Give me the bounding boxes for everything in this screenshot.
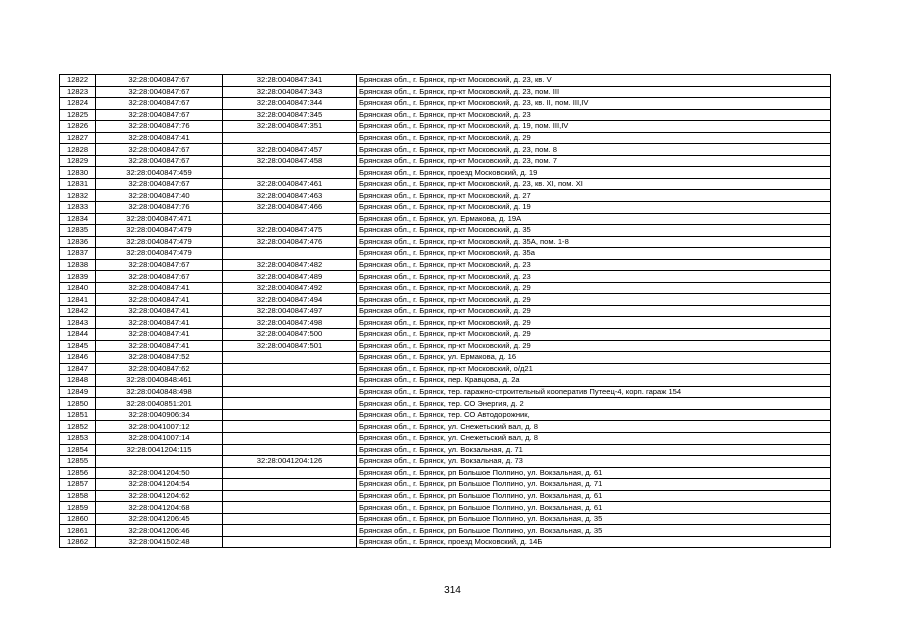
row-number-cell: 12846 (60, 352, 96, 364)
parcel-number-cell: 32:28:0040847:67 (96, 109, 223, 121)
table-row (60, 271, 831, 283)
row-number-cell: 12824 (60, 98, 96, 110)
row-number-cell: 12840 (60, 282, 96, 294)
row-number-cell: 12830 (60, 167, 96, 179)
parcel-number-cell: 32:28:0040847:67 (96, 259, 223, 271)
row-number-cell: 12837 (60, 248, 96, 260)
object-number-cell: 32:28:0040847:344 (223, 98, 357, 110)
row-number-cell: 12847 (60, 363, 96, 375)
address-cell: Брянская обл., г. Брянск, ул. Вокзальная, д. 71 (357, 444, 831, 456)
address-cell: Брянская обл., г. Брянск, ул. Ермакова, д. 19А (357, 213, 831, 225)
object-number-cell (223, 132, 357, 144)
table-row (60, 421, 831, 433)
row-number-cell: 12854 (60, 444, 96, 456)
address-cell: Брянская обл., г. Брянск, тер. гаражно-строительный кооператив Путеец-4, корп. гараж 154 (357, 386, 831, 398)
registry-table (59, 74, 831, 548)
table-row (60, 467, 831, 479)
parcel-number-cell: 32:28:0040851:201 (96, 398, 223, 410)
address-cell: Брянская обл., г. Брянск, пр-кт Московский, д. 23, пом. 7 (357, 155, 831, 167)
row-number-cell: 12861 (60, 525, 96, 537)
parcel-number-cell: 32:28:0041204:54 (96, 479, 223, 491)
parcel-number-cell: 32:28:0040847:41 (96, 282, 223, 294)
address-cell: Брянская обл., г. Брянск, пр-кт Московский, д. 35 (357, 225, 831, 237)
object-number-cell: 32:28:0040847:343 (223, 86, 357, 98)
address-cell: Брянская обл., г. Брянск, рп Большое Полпино, ул. Вокзальная, д. 71 (357, 479, 831, 491)
table-row (60, 444, 831, 456)
parcel-number-cell: 32:28:0040847:41 (96, 317, 223, 329)
row-number-cell: 12857 (60, 479, 96, 491)
object-number-cell: 32:28:0040847:476 (223, 236, 357, 248)
parcel-number-cell: 32:28:0040847:52 (96, 352, 223, 364)
address-cell: Брянская обл., г. Брянск, пр-кт Московский, о/д21 (357, 363, 831, 375)
address-cell: Брянская обл., г. Брянск, рп Большое Полпино, ул. Вокзальная, д. 61 (357, 490, 831, 502)
address-cell: Брянская обл., г. Брянск, рп Большое Полпино, ул. Вокзальная, д. 35 (357, 525, 831, 537)
row-number-cell: 12856 (60, 467, 96, 479)
table-row (60, 317, 831, 329)
parcel-number-cell: 32:28:0040847:62 (96, 363, 223, 375)
row-number-cell: 12853 (60, 432, 96, 444)
object-number-cell (223, 375, 357, 387)
row-number-cell: 12823 (60, 86, 96, 98)
object-number-cell (223, 386, 357, 398)
table-row (60, 132, 831, 144)
address-cell: Брянская обл., г. Брянск, пр-кт Московский, д. 23 (357, 259, 831, 271)
object-number-cell (223, 421, 357, 433)
table-row (60, 305, 831, 317)
address-cell: Брянская обл., г. Брянск, пр-кт Московский, д. 29 (357, 340, 831, 352)
parcel-number-cell: 32:28:0040848:461 (96, 375, 223, 387)
parcel-number-cell: 32:28:0040847:41 (96, 340, 223, 352)
parcel-number-cell: 32:28:0040848:498 (96, 386, 223, 398)
object-number-cell (223, 444, 357, 456)
address-cell: Брянская обл., г. Брянск, пр-кт Московский, д. 23 (357, 109, 831, 121)
row-number-cell: 12858 (60, 490, 96, 502)
object-number-cell (223, 525, 357, 537)
address-cell: Брянская обл., г. Брянск, пр-кт Московский, д. 27 (357, 190, 831, 202)
object-number-cell (223, 432, 357, 444)
object-number-cell (223, 479, 357, 491)
address-cell: Брянская обл., г. Брянск, пр-кт Московский, д. 35А, пом. 1-8 (357, 236, 831, 248)
object-number-cell: 32:28:0040847:466 (223, 202, 357, 214)
row-number-cell: 12848 (60, 375, 96, 387)
table-row (60, 86, 831, 98)
table-row (60, 409, 831, 421)
object-number-cell: 32:28:0040847:498 (223, 317, 357, 329)
object-number-cell: 32:28:0040847:492 (223, 282, 357, 294)
object-number-cell: 32:28:0040847:489 (223, 271, 357, 283)
parcel-number-cell: 32:28:0040847:67 (96, 155, 223, 167)
row-number-cell: 12845 (60, 340, 96, 352)
row-number-cell: 12834 (60, 213, 96, 225)
table-row (60, 329, 831, 341)
object-number-cell (223, 363, 357, 375)
address-cell: Брянская обл., г. Брянск, пр-кт Московский, д. 23 (357, 271, 831, 283)
address-cell: Брянская обл., г. Брянск, пр-кт Московский, д. 29 (357, 282, 831, 294)
table-row (60, 248, 831, 260)
address-cell: Брянская обл., г. Брянск, пр-кт Московский, д. 29 (357, 132, 831, 144)
table-row (60, 536, 831, 548)
row-number-cell: 12827 (60, 132, 96, 144)
address-cell: Брянская обл., г. Брянск, ул. Снежетьский вал, д. 8 (357, 432, 831, 444)
object-number-cell: 32:28:0040847:458 (223, 155, 357, 167)
object-number-cell: 32:28:0040847:351 (223, 121, 357, 133)
table-row (60, 479, 831, 491)
table-row (60, 155, 831, 167)
parcel-number-cell: 32:28:0041204:50 (96, 467, 223, 479)
table-row (60, 213, 831, 225)
object-number-cell: 32:28:0040847:475 (223, 225, 357, 237)
parcel-number-cell: 32:28:0041206:46 (96, 525, 223, 537)
table-row (60, 525, 831, 537)
address-cell: Брянская обл., г. Брянск, тер. СО Энергия, д. 2 (357, 398, 831, 410)
address-cell: Брянская обл., г. Брянск, пр-кт Московский, д. 35а (357, 248, 831, 260)
row-number-cell: 12844 (60, 329, 96, 341)
row-number-cell: 12841 (60, 294, 96, 306)
object-number-cell (223, 167, 357, 179)
parcel-number-cell: 32:28:0041007:12 (96, 421, 223, 433)
parcel-number-cell: 32:28:0040847:479 (96, 248, 223, 260)
table-row (60, 178, 831, 190)
parcel-number-cell: 32:28:0041206:45 (96, 513, 223, 525)
address-cell: Брянская обл., г. Брянск, пр-кт Московский, д. 29 (357, 305, 831, 317)
address-cell: Брянская обл., г. Брянск, пр-кт Московский, д. 29 (357, 294, 831, 306)
parcel-number-cell: 32:28:0040847:67 (96, 178, 223, 190)
row-number-cell: 12860 (60, 513, 96, 525)
parcel-number-cell: 32:28:0040847:67 (96, 144, 223, 156)
object-number-cell: 32:28:0040847:501 (223, 340, 357, 352)
row-number-cell: 12831 (60, 178, 96, 190)
object-number-cell (223, 536, 357, 548)
parcel-number-cell: 32:28:0040847:459 (96, 167, 223, 179)
object-number-cell: 32:28:0040847:497 (223, 305, 357, 317)
table-row (60, 109, 831, 121)
parcel-number-cell: 32:28:0040906:34 (96, 409, 223, 421)
row-number-cell: 12849 (60, 386, 96, 398)
object-number-cell (223, 502, 357, 514)
parcel-number-cell: 32:28:0040847:76 (96, 121, 223, 133)
address-cell: Брянская обл., г. Брянск, пр-кт Московский, д. 23, кв. II, пом. III,IV (357, 98, 831, 110)
parcel-number-cell: 32:28:0040847:67 (96, 271, 223, 283)
parcel-number-cell: 32:28:0041204:115 (96, 444, 223, 456)
object-number-cell (223, 352, 357, 364)
table-row (60, 282, 831, 294)
table-row (60, 144, 831, 156)
object-number-cell: 32:28:0041204:126 (223, 456, 357, 468)
object-number-cell (223, 398, 357, 410)
registry-table-body (60, 75, 831, 548)
address-cell: Брянская обл., г. Брянск, рп Большое Полпино, ул. Вокзальная, д. 61 (357, 467, 831, 479)
row-number-cell: 12836 (60, 236, 96, 248)
row-number-cell: 12835 (60, 225, 96, 237)
object-number-cell (223, 409, 357, 421)
address-cell: Брянская обл., г. Брянск, пр-кт Московский, д. 19 (357, 202, 831, 214)
row-number-cell: 12826 (60, 121, 96, 133)
parcel-number-cell: 32:28:0040847:471 (96, 213, 223, 225)
row-number-cell: 12825 (60, 109, 96, 121)
parcel-number-cell: 32:28:0040847:479 (96, 225, 223, 237)
row-number-cell: 12852 (60, 421, 96, 433)
table-row (60, 259, 831, 271)
address-cell: Брянская обл., г. Брянск, пр-кт Московский, д. 23, кв. V (357, 75, 831, 87)
page-number: 314 (444, 585, 461, 596)
table-row (60, 386, 831, 398)
address-cell: Брянская обл., г. Брянск, тер. СО Автодорожник, (357, 409, 831, 421)
table-row (60, 225, 831, 237)
object-number-cell (223, 248, 357, 260)
parcel-number-cell: 32:28:0040847:41 (96, 132, 223, 144)
address-cell: Брянская обл., г. Брянск, рп Большое Полпино, ул. Вокзальная, д. 61 (357, 502, 831, 514)
table-row (60, 375, 831, 387)
table-row (60, 340, 831, 352)
table-row (60, 513, 831, 525)
parcel-number-cell: 32:28:0041502:48 (96, 536, 223, 548)
table-row (60, 363, 831, 375)
parcel-number-cell: 32:28:0040847:67 (96, 86, 223, 98)
table-row (60, 502, 831, 514)
table-row (60, 202, 831, 214)
object-number-cell: 32:28:0040847:494 (223, 294, 357, 306)
object-number-cell (223, 467, 357, 479)
row-number-cell: 12832 (60, 190, 96, 202)
object-number-cell: 32:28:0040847:457 (223, 144, 357, 156)
parcel-number-cell: 32:28:0041204:62 (96, 490, 223, 502)
object-number-cell: 32:28:0040847:463 (223, 190, 357, 202)
object-number-cell: 32:28:0040847:482 (223, 259, 357, 271)
table-row (60, 294, 831, 306)
table-row (60, 75, 831, 87)
table-row (60, 456, 831, 468)
parcel-number-cell: 32:28:0040847:67 (96, 75, 223, 87)
address-cell: Брянская обл., г. Брянск, пр-кт Московский, д. 29 (357, 329, 831, 341)
parcel-number-cell: 32:28:0040847:40 (96, 190, 223, 202)
row-number-cell: 12829 (60, 155, 96, 167)
address-cell: Брянская обл., г. Брянск, ул. Вокзальная, д. 73 (357, 456, 831, 468)
object-number-cell: 32:28:0040847:341 (223, 75, 357, 87)
row-number-cell: 12838 (60, 259, 96, 271)
row-number-cell: 12855 (60, 456, 96, 468)
address-cell: Брянская обл., г. Брянск, проезд Московский, д. 14Б (357, 536, 831, 548)
address-cell: Брянская обл., г. Брянск, пер. Кравцова, д. 2а (357, 375, 831, 387)
parcel-number-cell: 32:28:0040847:76 (96, 202, 223, 214)
row-number-cell: 12842 (60, 305, 96, 317)
object-number-cell (223, 490, 357, 502)
table-row (60, 432, 831, 444)
table-row (60, 352, 831, 364)
parcel-number-cell: 32:28:0040847:41 (96, 305, 223, 317)
row-number-cell: 12828 (60, 144, 96, 156)
address-cell: Брянская обл., г. Брянск, ул. Снежетьский вал, д. 8 (357, 421, 831, 433)
parcel-number-cell: 32:28:0040847:41 (96, 329, 223, 341)
row-number-cell: 12833 (60, 202, 96, 214)
row-number-cell: 12859 (60, 502, 96, 514)
table-row (60, 98, 831, 110)
table-row (60, 121, 831, 133)
object-number-cell: 32:28:0040847:345 (223, 109, 357, 121)
object-number-cell (223, 513, 357, 525)
address-cell: Брянская обл., г. Брянск, проезд Московский, д. 19 (357, 167, 831, 179)
table-row (60, 398, 831, 410)
row-number-cell: 12851 (60, 409, 96, 421)
address-cell: Брянская обл., г. Брянск, пр-кт Московский, д. 23, кв. XI, пом. XI (357, 178, 831, 190)
row-number-cell: 12822 (60, 75, 96, 87)
row-number-cell: 12843 (60, 317, 96, 329)
parcel-number-cell: 32:28:0041007:14 (96, 432, 223, 444)
parcel-number-cell: 32:28:0040847:41 (96, 294, 223, 306)
object-number-cell (223, 213, 357, 225)
table-row (60, 236, 831, 248)
row-number-cell: 12839 (60, 271, 96, 283)
address-cell: Брянская обл., г. Брянск, рп Большое Полпино, ул. Вокзальная, д. 35 (357, 513, 831, 525)
row-number-cell: 12850 (60, 398, 96, 410)
address-cell: Брянская обл., г. Брянск, ул. Ермакова, д. 16 (357, 352, 831, 364)
address-cell: Брянская обл., г. Брянск, пр-кт Московский, д. 29 (357, 317, 831, 329)
object-number-cell: 32:28:0040847:461 (223, 178, 357, 190)
object-number-cell: 32:28:0040847:500 (223, 329, 357, 341)
row-number-cell: 12862 (60, 536, 96, 548)
table-row (60, 190, 831, 202)
address-cell: Брянская обл., г. Брянск, пр-кт Московский, д. 23, пом. 8 (357, 144, 831, 156)
address-cell: Брянская обл., г. Брянск, пр-кт Московский, д. 19, пом. III,IV (357, 121, 831, 133)
parcel-number-cell: 32:28:0040847:479 (96, 236, 223, 248)
table-row (60, 167, 831, 179)
table-row (60, 490, 831, 502)
parcel-number-cell: 32:28:0040847:67 (96, 98, 223, 110)
parcel-number-cell: 32:28:0041204:68 (96, 502, 223, 514)
parcel-number-cell (96, 456, 223, 468)
address-cell: Брянская обл., г. Брянск, пр-кт Московский, д. 23, пом. III (357, 86, 831, 98)
